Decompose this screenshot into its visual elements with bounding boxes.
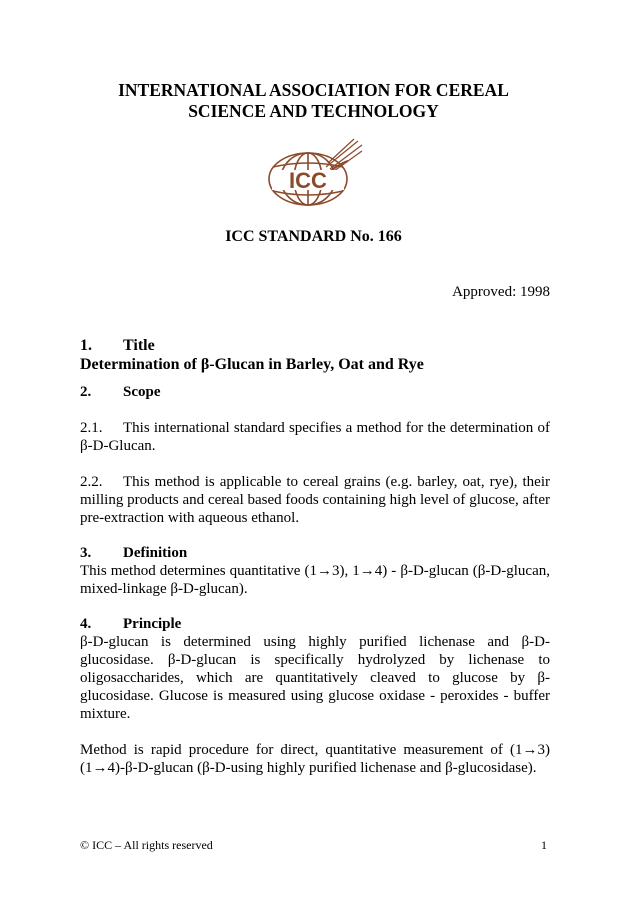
- paragraph-text: This method is applicable to cereal grains (e.g. barley, oat, rye), their milling products and cereal based foods containing high level of glucose, after pre-extraction with aqueous ethanol.: [80, 474, 550, 526]
- section-title: Principle: [123, 616, 182, 632]
- approval-date: Approved: 1998: [452, 284, 550, 300]
- organization-line-2: SCIENCE AND TECHNOLOGY: [188, 101, 439, 121]
- section-3-heading: [80, 544, 550, 562]
- paragraph-2-1: [80, 419, 550, 455]
- organization-line-1: INTERNATIONAL ASSOCIATION FOR CEREAL: [118, 80, 509, 100]
- section-1-heading: [80, 336, 550, 355]
- section-number: 1.: [80, 337, 92, 354]
- page-number: 1: [541, 838, 547, 852]
- section-title: Title: [123, 337, 155, 354]
- paragraph-number: 2.1.: [80, 420, 103, 436]
- section-4-heading: [80, 615, 550, 633]
- definition-text: This method determines quantitative (1→3), 1→4) - β-D-glucan (β-D-glucan, mixed-linkage β-D-glucan).: [80, 563, 550, 597]
- organization-name: [0, 80, 627, 122]
- paragraph-2-2: [80, 473, 550, 527]
- paragraph-text: This international standard specifies a method for the determination of β-D-Glucan.: [80, 420, 550, 454]
- paragraph-number: 2.2.: [80, 474, 103, 490]
- logo-text: ICC: [289, 168, 327, 193]
- document-body: [80, 336, 550, 777]
- section-title: Scope: [123, 384, 161, 400]
- section-2-heading: [80, 383, 550, 401]
- globe-wheat-logo-icon: [264, 137, 364, 209]
- copyright-notice: © ICC – All rights reserved: [80, 838, 213, 852]
- section-title: Definition: [123, 545, 188, 561]
- section-number: 3.: [80, 545, 92, 561]
- principle-text-1: β-D-glucan is determined using highly purified lichenase and β-D-glucosidase. β-D-glucan is specifically hydrolyzed by lichenase to oligosaccharides, which are quantitatively cleaved to glucose by β-glucosidase. Glucose is measured using glucose oxidase - peroxides - buffer mixture.: [80, 634, 550, 722]
- section-number: 2.: [80, 384, 92, 400]
- principle-text-2: Method is rapid procedure for direct, quantitative measurement of (1→3) (1→4)-β-D-glucan (β-D-using highly purified lichenase and β-glucosidase).: [80, 742, 550, 776]
- standard-number: ICC STANDARD No. 166: [225, 228, 402, 245]
- icc-logo: [264, 137, 364, 209]
- document-title: Determination of β-Glucan in Barley, Oat and Rye: [80, 356, 424, 373]
- section-number: 4.: [80, 616, 92, 632]
